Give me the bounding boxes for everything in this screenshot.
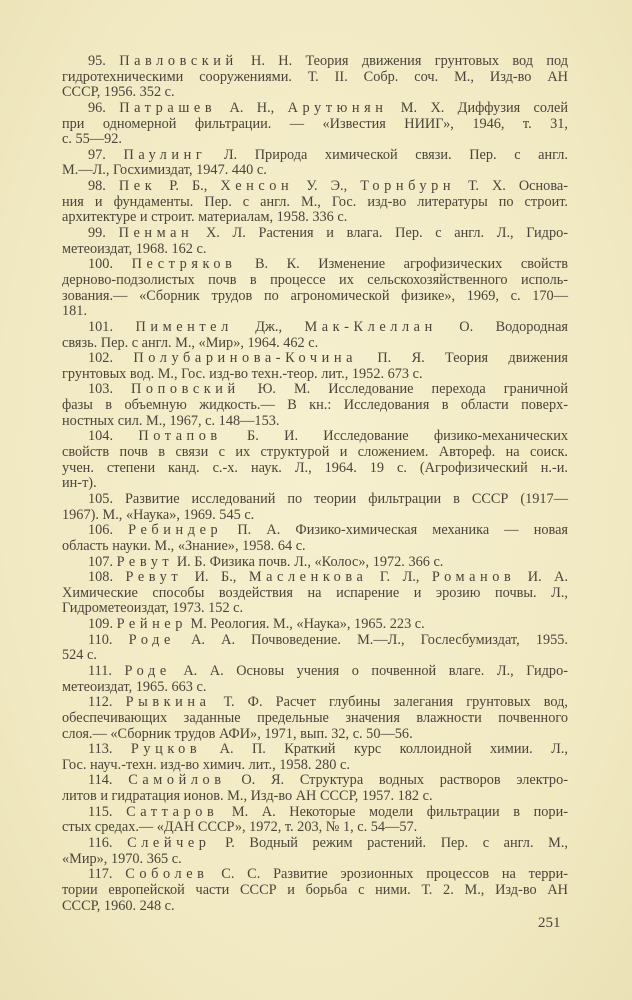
entry-first-line bbox=[62, 179, 568, 195]
bibliography-entry bbox=[62, 805, 568, 836]
entry-text: Б. И. Исследование физико-механических bbox=[221, 428, 569, 445]
bibliography-entry bbox=[62, 836, 568, 867]
entry-text: Р. Б., bbox=[156, 178, 221, 195]
entry-first-line bbox=[62, 492, 568, 508]
author-name: Хенсон bbox=[220, 178, 294, 195]
entry-text: 109. bbox=[88, 616, 117, 633]
entry-text: Т. Х. Основа- bbox=[455, 178, 568, 195]
entry-text: 112. bbox=[88, 694, 126, 711]
entry-first-line bbox=[62, 429, 568, 445]
author-name: Ребиндер bbox=[128, 522, 223, 539]
entry-line: с. 55—92. bbox=[62, 131, 122, 148]
entry-line: при одномерной фильтрации. — «Известия НИИГ», 1946, т. 31, bbox=[62, 115, 568, 132]
entry-text: 107. bbox=[88, 553, 117, 570]
entry-text: 97. bbox=[88, 146, 124, 163]
entry-first-line bbox=[62, 617, 568, 633]
entry-text: 96. bbox=[88, 99, 120, 116]
bibliography-entry bbox=[62, 179, 568, 226]
entry-line: СССР, 1960. 248 с. bbox=[62, 897, 175, 914]
entry-first-line bbox=[62, 836, 568, 852]
entry-line: стых средах.— «ДАН СССР», 1972, т. 203, № 1, с. 54—57. bbox=[62, 819, 418, 836]
bibliography-entry bbox=[62, 101, 568, 148]
entry-text: 98. bbox=[88, 178, 119, 195]
bibliography-entry bbox=[62, 633, 568, 664]
entry-line: тории европейской части СССР и борьба с ними. Т. 2. М., Изд-во АН bbox=[62, 881, 568, 898]
entry-text: И. Б., bbox=[182, 569, 249, 586]
entry-text: 106. bbox=[88, 522, 129, 539]
entry-first-line bbox=[62, 805, 568, 821]
entry-text: 100. bbox=[88, 256, 132, 273]
entry-text: А. А. Основы учения о почвенной влаге. Л., Гидро- bbox=[170, 662, 568, 679]
bibliography-entry bbox=[62, 320, 568, 351]
entry-line: грунтовых вод. М., Гос. изд-во техн.-теор. лит., 1952. 673 с. bbox=[62, 365, 423, 382]
bibliography-entry bbox=[62, 226, 568, 257]
entry-text: 104. bbox=[88, 428, 139, 445]
entry-text: Т. Ф. Расчет глубины залегания грунтовых вод, bbox=[210, 694, 568, 711]
bibliography-entry bbox=[62, 555, 568, 571]
entry-line: гидротехническими сооружениями. Т. II. Собр. соч. М., Изд-во АН bbox=[62, 68, 568, 85]
entry-line: метеоиздат, 1965. 663 с. bbox=[62, 678, 207, 695]
bibliography-entry bbox=[62, 54, 568, 101]
bibliography-entry bbox=[62, 382, 568, 429]
entry-line: дерново-подзолистых почв в процессе их сельскохозяйственного исполь- bbox=[62, 271, 568, 288]
author-name: Мак-Клеллан bbox=[304, 318, 437, 335]
author-name: Роде bbox=[124, 662, 171, 679]
entry-line: 181. bbox=[62, 303, 88, 320]
entry-first-line bbox=[62, 523, 568, 539]
entry-first-line bbox=[62, 257, 568, 273]
bibliography-entry bbox=[62, 148, 568, 179]
author-name: Поповский bbox=[131, 381, 240, 398]
entry-text: 102. bbox=[88, 350, 134, 367]
entry-first-line bbox=[62, 54, 568, 70]
entry-text: 116. bbox=[88, 835, 128, 852]
author-name: Саттаров bbox=[126, 803, 219, 820]
entry-text: 113. bbox=[88, 741, 131, 758]
author-name: Рейнер bbox=[116, 616, 187, 633]
entry-line: Гос. науч.-техн. изд-во химич. лит., 1958. 280 с. bbox=[62, 756, 350, 773]
bibliography-list bbox=[62, 54, 568, 914]
entry-text: 99. bbox=[88, 225, 119, 242]
author-name: Слейчер bbox=[127, 835, 211, 852]
entry-text: Дж., bbox=[232, 318, 305, 335]
entry-line: слоя.— «Сборник трудов АФИ», 1971, вып. 32, с. 50—56. bbox=[62, 725, 413, 742]
entry-text: А. А. Почвоведение. М.—Л., Гослесбумиздат, 1955. bbox=[174, 631, 568, 648]
entry-text: 110. bbox=[88, 631, 129, 648]
entry-text: У. Э., bbox=[293, 178, 361, 195]
entry-text: Х. Л. Растения и влага. Пер. с англ. Л., Гидро- bbox=[193, 225, 568, 242]
entry-text: 101. bbox=[88, 318, 136, 335]
entry-text: О. Водородная bbox=[436, 318, 568, 335]
author-name: Руцков bbox=[130, 741, 202, 758]
entry-text: М. А. Некоторые модели фильтрации в пори- bbox=[218, 803, 568, 820]
entry-line: ин-т). bbox=[62, 475, 97, 492]
author-name: Пестряков bbox=[131, 256, 237, 273]
bibliography-entry bbox=[62, 664, 568, 695]
entry-first-line bbox=[62, 148, 568, 164]
bibliography-entry bbox=[62, 570, 568, 617]
entry-text: А. Н., bbox=[216, 99, 288, 116]
entry-first-line bbox=[62, 226, 568, 242]
entry-line: «Мир», 1970. 365 с. bbox=[62, 850, 182, 867]
entry-text: Р. Водный режим растений. Пер. с англ. М., bbox=[210, 835, 568, 852]
author-name: Масленкова bbox=[248, 569, 368, 586]
entry-text: И. А. bbox=[515, 569, 569, 586]
entry-first-line bbox=[62, 320, 568, 336]
entry-line: метеоиздат, 1968. 162 с. bbox=[62, 240, 207, 257]
entry-line: М.—Л., Госхимиздат, 1947. 440 с. bbox=[62, 162, 267, 179]
bibliography-entry bbox=[62, 695, 568, 742]
entry-text: 114. bbox=[88, 772, 129, 789]
author-name: Пенман bbox=[118, 225, 194, 242]
bibliography-entry bbox=[62, 429, 568, 492]
bibliography-entry bbox=[62, 523, 568, 554]
entry-first-line bbox=[62, 555, 568, 571]
entry-text: А. П. Краткий курс коллоидной химии. Л., bbox=[201, 741, 568, 758]
entry-line: область науки. М., «Знание», 1958. 64 с. bbox=[62, 537, 306, 554]
entry-text: И. Б. Физика почв. Л., «Колос», 1972. 366 с. bbox=[173, 553, 444, 570]
author-name: Пиментел bbox=[135, 318, 233, 335]
entry-text: 117. bbox=[88, 866, 126, 883]
author-name: Патрашев bbox=[119, 99, 217, 116]
entry-text: 105. Развитие исследований по теории фильтрации в СССР (1917— bbox=[88, 490, 568, 507]
entry-first-line bbox=[62, 101, 568, 117]
entry-text: 111. bbox=[88, 662, 125, 679]
author-name: Павловский bbox=[119, 53, 238, 69]
entry-line: архитектуре и строит. материалам, 1958. 336 с. bbox=[62, 209, 348, 226]
entry-line: учен. степени канд. с.-х. наук. Л., 1964. 19 с. (Агрофизический н.-и. bbox=[62, 459, 568, 476]
author-name: Соболев bbox=[125, 866, 209, 883]
entry-first-line bbox=[62, 867, 568, 883]
author-name: Самойлов bbox=[128, 772, 226, 789]
entry-text: 115. bbox=[88, 803, 127, 820]
entry-line: литов и гидратация ионов. М., Изд-во АН СССР, 1957. 182 с. bbox=[62, 788, 433, 805]
entry-line: Химические способы воздействия на испарение и эрозию почвы. Л., bbox=[62, 584, 568, 601]
entry-text: Н. Н. Теория движения грунтовых вод под bbox=[237, 53, 568, 69]
entry-line: зования.— «Сборник трудов по агрономической физике», 1969, с. 170— bbox=[62, 287, 568, 304]
entry-line: ния и фундаменты. Пер. с англ. М., Гос. изд-во литературы по строит. bbox=[62, 193, 568, 210]
entry-line: Гидрометеоиздат, 1973. 152 с. bbox=[62, 600, 244, 617]
entry-first-line bbox=[62, 695, 568, 711]
author-name: Романов bbox=[431, 569, 516, 586]
entry-text: М. Х. Диффузия солей bbox=[387, 99, 568, 116]
author-name: Полубаринова-Кочина bbox=[133, 350, 358, 367]
entry-first-line bbox=[62, 382, 568, 398]
bibliography-entry bbox=[62, 351, 568, 382]
author-name: Ревут bbox=[125, 569, 183, 586]
entry-first-line bbox=[62, 664, 568, 680]
author-name: Пек bbox=[118, 178, 157, 195]
entry-line: связь. Пер. с англ. М., «Мир», 1964. 462 с. bbox=[62, 334, 319, 351]
entry-line: 524 с. bbox=[62, 647, 97, 664]
entry-line: ностных сил. М., 1967, с. 148—153. bbox=[62, 412, 280, 429]
entry-first-line bbox=[62, 742, 568, 758]
entry-line: СССР, 1956. 352 с. bbox=[62, 84, 175, 101]
entry-text: С. С. Развитие эрозионных процессов на терри- bbox=[208, 866, 568, 883]
author-name: Потапов bbox=[138, 428, 222, 445]
author-name: Паулинг bbox=[123, 146, 207, 163]
author-name: Рывкина bbox=[125, 694, 211, 711]
entry-line: фазы в объемную жидкость.— В кн.: Исследования в области поверх- bbox=[62, 397, 568, 414]
entry-text: В. К. Изменение агрофизических свойств bbox=[236, 256, 569, 273]
entry-text: Л. Природа химической связи. Пер. с англ. bbox=[206, 146, 568, 163]
author-name: Ревут bbox=[116, 553, 174, 570]
author-name: Торнбурн bbox=[360, 178, 456, 195]
author-name: Роде bbox=[128, 631, 175, 648]
bibliography-entry bbox=[62, 492, 568, 523]
page-number: 251 bbox=[538, 915, 561, 931]
entry-text: 95. bbox=[88, 53, 120, 69]
entry-text: П. Я. Теория движения bbox=[357, 350, 569, 367]
entry-text: 108. bbox=[88, 569, 126, 586]
entry-first-line bbox=[62, 633, 568, 649]
entry-first-line bbox=[62, 570, 568, 586]
author-name: Арутюнян bbox=[287, 99, 388, 116]
bibliography-entry bbox=[62, 617, 568, 633]
bibliography-entry bbox=[62, 257, 568, 320]
entry-line: 1967). М., «Наука», 1969. 545 с. bbox=[62, 506, 255, 523]
entry-line: обеспечивающих заданные предельные значения влажности почвенного bbox=[62, 709, 568, 726]
entry-text: Ю. М. Исследование перехода граничной bbox=[239, 381, 568, 398]
bibliography-entry bbox=[62, 867, 568, 914]
entry-first-line bbox=[62, 351, 568, 367]
entry-text: М. Реология. М., «Наука», 1965. 223 с. bbox=[186, 616, 425, 633]
bibliography-entry bbox=[62, 773, 568, 804]
entry-line: свойств почв в связи с их структурой и сложением. Автореф. на соиск. bbox=[62, 444, 568, 461]
entry-text: О. Я. Структура водных растворов электро- bbox=[225, 772, 568, 789]
entry-text: Г. Л., bbox=[367, 569, 432, 586]
entry-text: 103. bbox=[88, 381, 131, 398]
entry-text: П. А. Физико-химическая механика — новая bbox=[222, 522, 568, 539]
entry-first-line bbox=[62, 773, 568, 789]
bibliography-entry bbox=[62, 742, 568, 773]
